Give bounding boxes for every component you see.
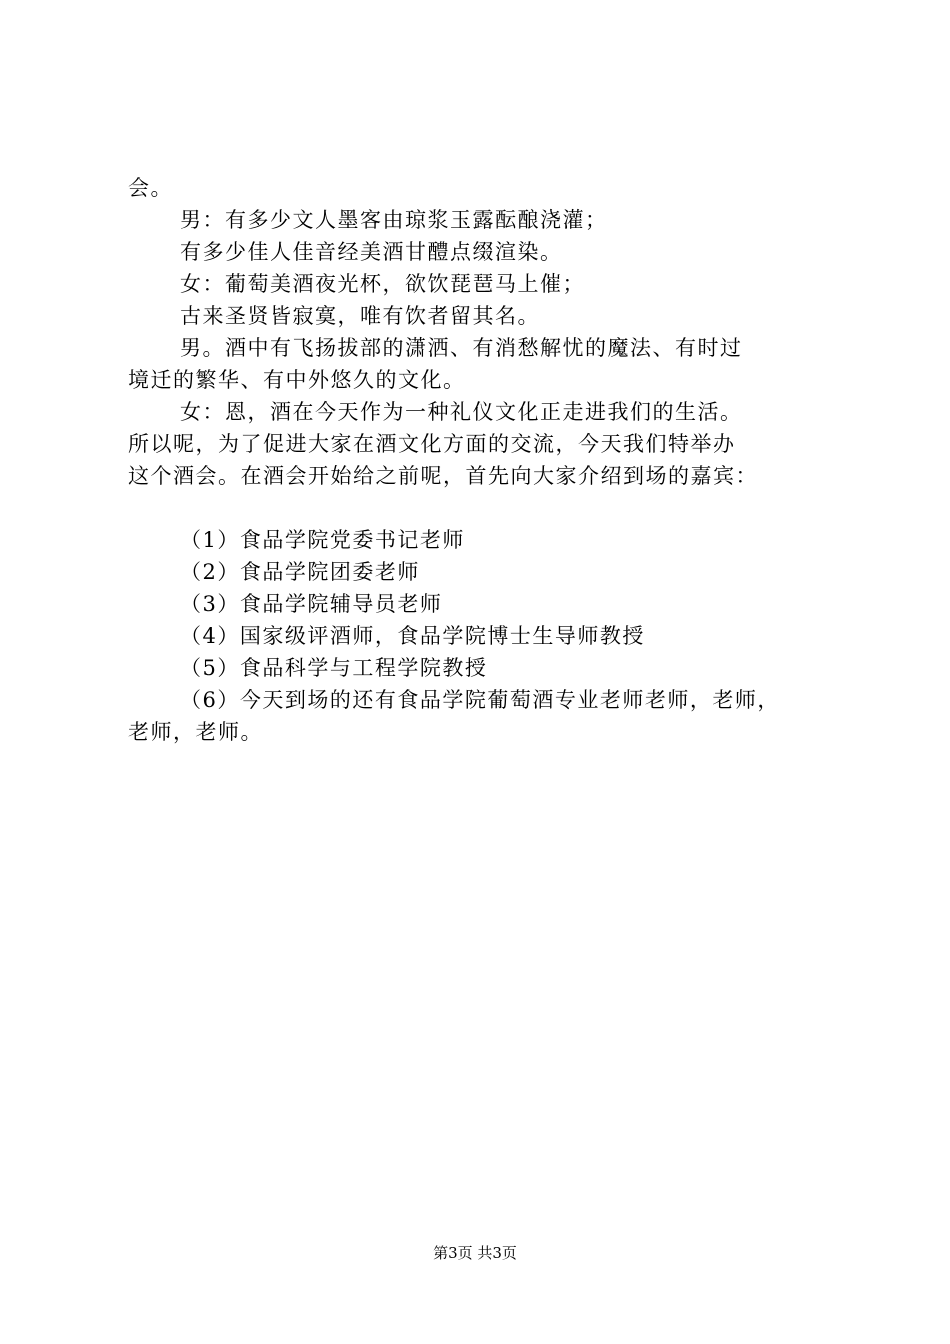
guest-list-item: （1）食品学院党委书记老师 (180, 528, 465, 552)
text-line: 女：恩，酒在今天作为一种礼仪文化正走进我们的生活。 (180, 400, 743, 424)
guest-list-item: （6）今天到场的还有食品学院葡萄酒专业老师老师，老师， (180, 688, 780, 712)
text-line: 老师，老师。 (128, 720, 263, 744)
guest-list-item: （3）食品学院辅导员老师 (180, 592, 443, 616)
text-line: 有多少佳人佳音经美酒甘醴点缀渲染。 (180, 240, 563, 264)
guest-list-item: （4）国家级评酒师，食品学院博士生导师教授 (180, 624, 645, 648)
guest-list-item: （2）食品学院团委老师 (180, 560, 420, 584)
document-body (128, 172, 846, 748)
page-footer (0, 1243, 950, 1263)
page-number: 第3页 共3页 (433, 1244, 517, 1262)
blank-line (128, 492, 846, 524)
text-line: 古来圣贤皆寂寞，唯有饮者留其名。 (180, 304, 540, 328)
text-line: 所以呢，为了促进大家在酒文化方面的交流，今天我们特举办 (128, 432, 736, 456)
text-line: 会。 (128, 176, 173, 200)
text-line: 男。酒中有飞扬拔部的潇洒、有消愁解忧的魔法、有时过 (180, 336, 743, 360)
text-line: 境迁的繁华、有中外悠久的文化。 (128, 368, 466, 392)
text-line: 男：有多少文人墨客由琼浆玉露酝酿浇灌； (180, 208, 608, 232)
text-line: 女：葡萄美酒夜光杯，欲饮琵琶马上催； (180, 272, 585, 296)
guest-list-item: （5）食品科学与工程学院教授 (180, 656, 488, 680)
text-line: 这个酒会。在酒会开始给之前呢，首先向大家介绍到场的嘉宾： (128, 464, 758, 488)
